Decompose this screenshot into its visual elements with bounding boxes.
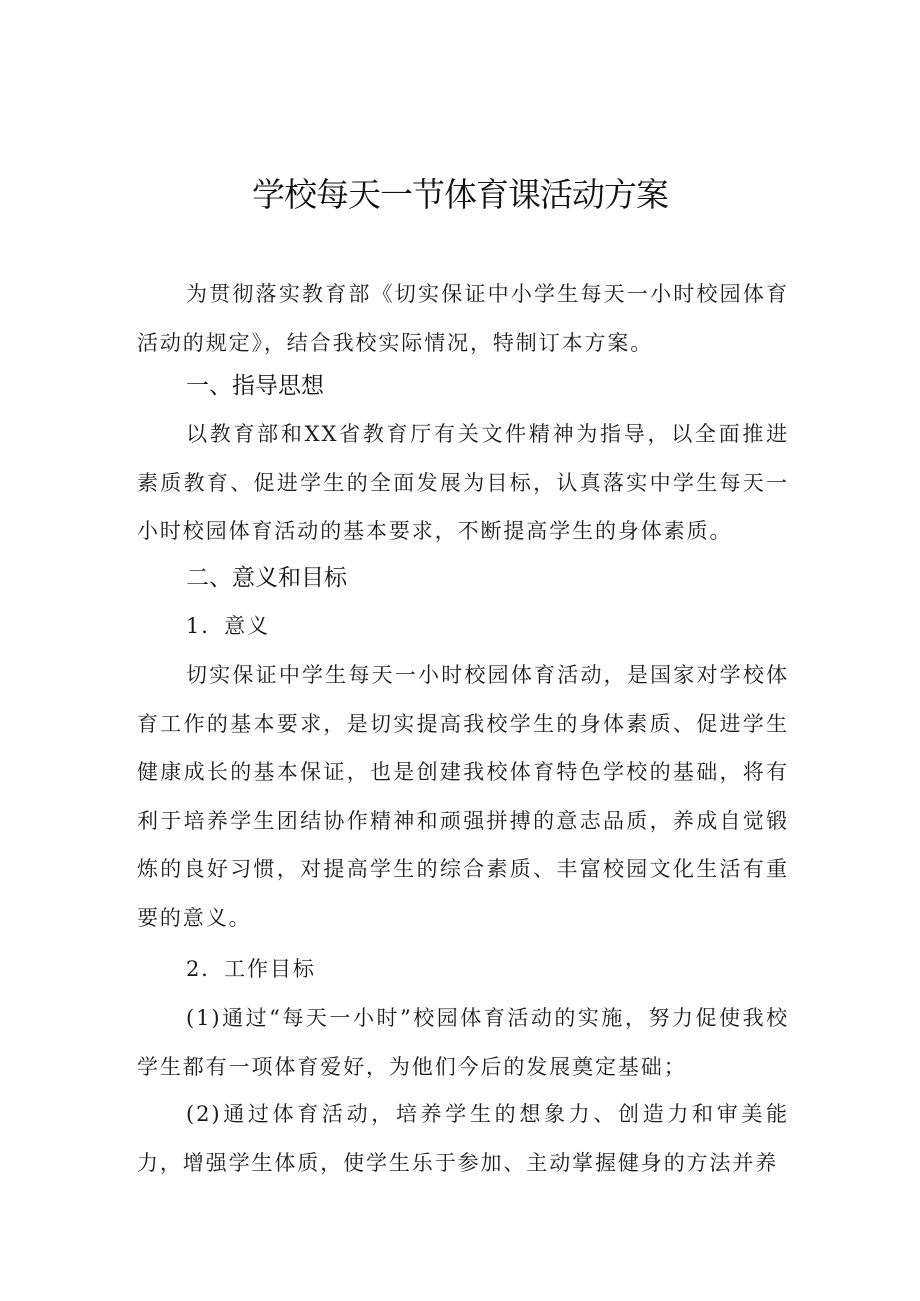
section-heading-guiding-ideology: 一、指导思想 <box>186 373 324 399</box>
intro-paragraph: 为贯彻落实教育部《切实保证中小学生每天一小时校园体育活动的规定》，结合我校实际情况，特制订本方案。 <box>137 282 789 355</box>
goal-item-1: (1)通过“每天一小时”校园体育活动的实施，努力促使我校学生都有一项体育爱好，为他们今后的发展奠定基础； <box>137 1006 789 1079</box>
subheading-significance: 1．意义 <box>186 614 270 638</box>
document-title: 学校每天一节体育课活动方案 <box>252 175 668 214</box>
subheading-work-goals: 2．工作目标 <box>186 957 316 981</box>
significance-paragraph: 切实保证中学生每天一小时校园体育活动，是国家对学校体育工作的基本要求，是切实提高我校学生的身体素质、促进学生健康成长的基本保证，也是创建我校体育特色学校的基础，将有利于培养学生团结协作精神和顽强拼搏的意志品质，养成自觉锻炼的良好习惯，对提高学生的综合素质、丰富校园文化生活有重要的意义。 <box>137 663 789 930</box>
section-heading-significance-goals: 二、意义和目标 <box>186 565 347 591</box>
goal-item-2: (2)通过体育活动，培养学生的想象力、创造力和审美能力，增强学生体质，使学生乐于参加、主动掌握健身的方法并养 <box>137 1102 789 1175</box>
guiding-ideology-paragraph: 以教育部和XX省教育厅有关文件精神为指导，以全面推进素质教育、促进学生的全面发展为目标，认真落实中学生每天一小时校园体育活动的基本要求，不断提高学生的身体素质。 <box>137 422 789 543</box>
